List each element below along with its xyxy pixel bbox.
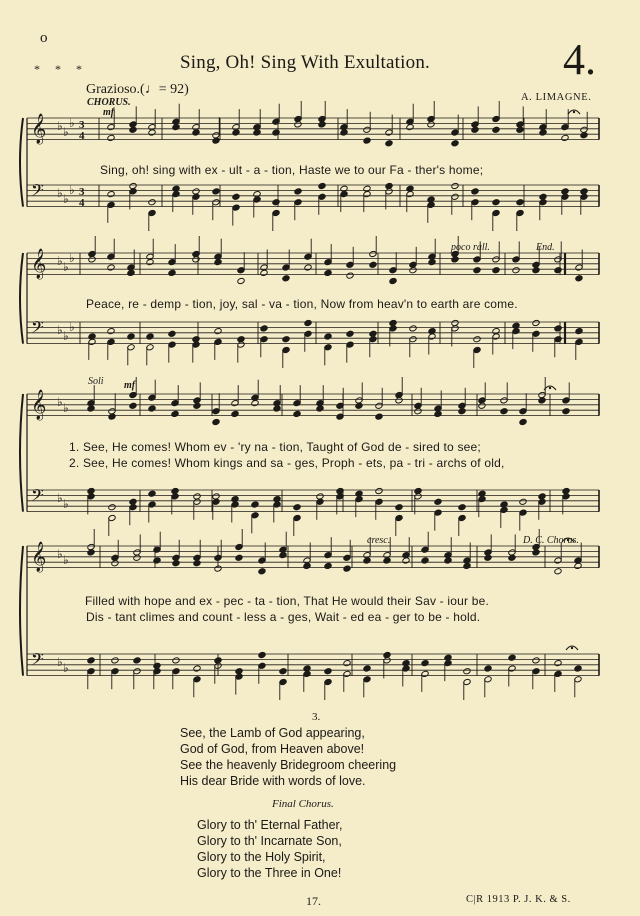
- note-head: [146, 333, 154, 340]
- brace-icon: [20, 546, 23, 676]
- note-head: [406, 124, 414, 131]
- note-head: [214, 259, 222, 266]
- note-head: [279, 668, 287, 675]
- note-head: [171, 410, 179, 417]
- note-head: [532, 267, 540, 274]
- note-head: [427, 121, 435, 128]
- note-head: [519, 498, 527, 505]
- note-head: [324, 668, 332, 675]
- note-head: [516, 199, 524, 206]
- time-signature: 4: [79, 130, 85, 142]
- hymn-number: 4.: [563, 35, 596, 84]
- note-head: [282, 275, 290, 282]
- note-head: [451, 140, 459, 147]
- fermata-dot: [549, 387, 551, 389]
- note-head: [258, 568, 266, 575]
- note-head: [421, 557, 429, 564]
- treble-clef-icon: 𝄞: [31, 542, 47, 572]
- bass-clef-icon: 𝄢: [31, 180, 44, 204]
- flat-icon: ♭: [63, 260, 69, 274]
- page-number: 17.: [306, 894, 321, 908]
- note-head: [235, 554, 243, 561]
- note-head: [516, 126, 524, 133]
- flat-icon: ♭: [63, 329, 69, 343]
- note-head: [324, 333, 332, 340]
- note-head: [471, 188, 479, 195]
- note-head: [133, 657, 141, 664]
- note-head: [318, 121, 326, 128]
- note-head: [107, 191, 115, 198]
- note-head: [260, 325, 268, 332]
- note-head: [444, 557, 452, 564]
- final-chorus-line: Glory to th' Incarnate Son,: [197, 834, 342, 848]
- note-head: [260, 269, 268, 276]
- note-head: [108, 504, 116, 511]
- note-head: [87, 657, 95, 664]
- note-head: [363, 137, 371, 144]
- note-head: [146, 259, 154, 266]
- note-head: [127, 269, 135, 276]
- lyric-line-system4-verse2: Dis - tant climes and count - less a - ges, Wait - ed ea - ger to be - hold.: [86, 610, 481, 624]
- note-head: [172, 657, 180, 664]
- lyric-line-system3-verse2: 2. See, He comes! Whom kings and sa - ges, Proph - ets, pa - tri - archs of old,: [69, 456, 505, 470]
- note-head: [346, 330, 354, 337]
- note-head: [385, 140, 393, 147]
- note-head: [519, 418, 527, 425]
- note-head: [383, 557, 391, 564]
- final-chorus-label: Final Chorus.: [272, 798, 334, 810]
- flat-icon: ♭: [57, 186, 63, 200]
- note-head: [471, 126, 479, 133]
- flat-icon: ♭: [57, 323, 63, 337]
- note-head: [293, 410, 301, 417]
- note-head: [554, 325, 562, 332]
- note-head: [212, 418, 220, 425]
- note-head: [214, 565, 222, 572]
- dc-chorus-marking: D. C. Chorus.: [523, 535, 579, 546]
- dynamic-mf-soli: mf: [124, 380, 136, 391]
- chorus-label: CHORUS.: [87, 97, 131, 108]
- note-head: [473, 267, 481, 274]
- flat-icon: ♭: [63, 401, 69, 415]
- note-head: [168, 330, 176, 337]
- flat-icon: ♭: [63, 661, 69, 675]
- note-head: [192, 129, 200, 136]
- note-head: [129, 126, 137, 133]
- brace-icon: [20, 394, 23, 512]
- note-head: [458, 408, 466, 415]
- note-head: [375, 413, 383, 420]
- note-head: [193, 665, 201, 672]
- note-head: [575, 328, 583, 335]
- note-head: [258, 651, 266, 658]
- note-head: [172, 560, 180, 567]
- time-signature: 3: [79, 186, 85, 198]
- note-head: [232, 129, 240, 136]
- copyright-notice: C|R 1913 P. J. K. & S.: [466, 894, 571, 905]
- note-head: [231, 410, 239, 417]
- note-head: [512, 267, 520, 274]
- note-head: [492, 126, 500, 133]
- final-chorus-line: Glory to the Holy Spirit,: [197, 850, 326, 864]
- note-head: [193, 560, 201, 567]
- note-head: [111, 657, 119, 664]
- note-head: [294, 121, 302, 128]
- note-head: [554, 660, 562, 667]
- note-head: [414, 408, 422, 415]
- note-head: [532, 319, 540, 326]
- brace-icon: [20, 118, 23, 207]
- end-marking: End.: [536, 242, 555, 253]
- lyric-line-system1: Sing, oh! sing with ex - ult - a - tion, Haste we to our Fa - ther's home;: [100, 163, 484, 177]
- note-head: [343, 565, 351, 572]
- flat-icon: ♭: [57, 119, 63, 133]
- fermata-dot: [571, 647, 573, 649]
- note-head: [492, 199, 500, 206]
- lyric-line-system3-verse1: 1. See, He comes! Whom ev - 'ry na - tion, Taught of God de - sired to see;: [69, 440, 481, 454]
- note-head: [107, 328, 115, 335]
- note-head: [111, 560, 119, 567]
- lyric-line-system2: Peace, re - demp - tion, joy, sal - va - tion, Now from heav'n to earth are come.: [86, 297, 518, 311]
- note-head: [304, 264, 312, 271]
- note-head: [273, 405, 281, 412]
- lyric-line-system4-verse1: Filled with hope and ex - pec - ta - tion, That He would their Sav - iour be.: [85, 594, 490, 608]
- brace-icon: [20, 253, 23, 344]
- flat-icon: ♭: [69, 183, 75, 197]
- hymn-title: Sing, Oh! Sing With Exultation.: [180, 52, 430, 73]
- note-head: [253, 129, 261, 136]
- note-head: [484, 554, 492, 561]
- note-head: [153, 557, 161, 564]
- note-head: [318, 182, 326, 189]
- note-head: [451, 256, 459, 263]
- flat-icon: ♭: [69, 320, 75, 334]
- flat-icon: ♭: [57, 254, 63, 268]
- bass-clef-icon: 𝄢: [31, 649, 44, 673]
- note-head: [107, 134, 115, 141]
- note-head: [232, 193, 240, 200]
- note-head: [539, 129, 547, 136]
- note-head: [193, 402, 201, 409]
- dynamic-mf: mf: [103, 107, 115, 118]
- note-head: [129, 402, 137, 409]
- note-head: [127, 333, 135, 340]
- note-head: [402, 557, 410, 564]
- note-head: [375, 487, 383, 494]
- note-head: [324, 562, 332, 569]
- note-head: [251, 501, 259, 508]
- note-head: [272, 129, 280, 136]
- note-head: [478, 402, 486, 409]
- verse-3-line: See the heavenly Bridegroom cheering: [180, 758, 397, 772]
- note-head: [363, 665, 371, 672]
- note-head: [395, 397, 403, 404]
- note-head: [148, 199, 156, 206]
- composer-credit: A. LIMAGNE.: [521, 92, 592, 103]
- note-head: [340, 129, 348, 136]
- note-head: [87, 405, 95, 412]
- note-head: [428, 259, 436, 266]
- note-head: [294, 188, 302, 195]
- fermata-dot: [573, 111, 575, 113]
- note-head: [554, 568, 562, 575]
- corner-mark: o: [40, 30, 48, 46]
- note-head: [575, 275, 583, 282]
- note-head: [574, 562, 582, 569]
- note-head: [279, 552, 287, 559]
- note-head: [107, 264, 115, 271]
- note-head: [316, 405, 324, 412]
- note-head: [463, 668, 471, 675]
- note-head: [172, 124, 180, 131]
- bass-clef-icon: 𝄢: [31, 485, 44, 509]
- note-head: [108, 413, 116, 420]
- note-head: [251, 400, 259, 407]
- tempo-marking: Grazioso.(♩= 92): [86, 82, 189, 97]
- final-chorus-line: Glory to th' Eternal Father,: [197, 818, 343, 832]
- note-head: [355, 402, 363, 409]
- flat-icon: ♭: [63, 192, 69, 206]
- note-head: [336, 413, 344, 420]
- verse-3-number: 3.: [312, 711, 321, 723]
- time-signature: 4: [79, 197, 85, 209]
- cresc-marking: cresc.: [367, 535, 391, 546]
- note-head: [532, 657, 540, 664]
- note-head: [409, 325, 417, 332]
- note-head: [458, 504, 466, 511]
- note-head: [87, 549, 95, 556]
- note-head: [463, 562, 471, 569]
- treble-clef-icon: 𝄞: [31, 249, 47, 279]
- note-head: [346, 272, 354, 279]
- note-head: [492, 267, 500, 274]
- soli-marking: Soli: [88, 376, 104, 387]
- note-head: [409, 267, 417, 274]
- note-head: [434, 410, 442, 417]
- note-head: [88, 256, 96, 263]
- note-head: [389, 277, 397, 284]
- note-head: [343, 660, 351, 667]
- note-head: [192, 256, 200, 263]
- flat-icon: ♭: [57, 655, 63, 669]
- note-head: [148, 129, 156, 136]
- note-head: [508, 654, 516, 661]
- note-head: [538, 397, 546, 404]
- poco-rall-marking: poco rall.: [451, 242, 490, 253]
- note-head: [282, 336, 290, 343]
- note-head: [148, 405, 156, 412]
- flat-icon: ♭: [57, 491, 63, 505]
- note-head: [434, 498, 442, 505]
- note-head: [580, 132, 588, 139]
- flat-icon: ♭: [63, 125, 69, 139]
- flat-icon: ♭: [63, 497, 69, 511]
- time-signature: 3: [79, 119, 85, 131]
- note-head: [212, 137, 220, 144]
- note-head: [293, 504, 301, 511]
- note-head: [214, 328, 222, 335]
- note-head: [532, 549, 540, 556]
- note-head: [324, 269, 332, 276]
- note-head: [304, 319, 312, 326]
- note-head: [561, 134, 569, 141]
- note-head: [133, 554, 141, 561]
- note-head: [369, 261, 377, 268]
- note-head: [508, 554, 516, 561]
- verse-3-line: God of God, from Heaven above!: [180, 742, 365, 756]
- flat-icon: ♭: [63, 553, 69, 567]
- note-head: [500, 408, 508, 415]
- bass-clef-icon: 𝄢: [31, 317, 44, 341]
- note-head: [554, 267, 562, 274]
- note-head: [212, 188, 220, 195]
- stars-ornament: * * *: [34, 62, 88, 76]
- verse-3-line: See, the Lamb of God appearing,: [180, 726, 365, 740]
- flat-icon: ♭: [69, 116, 75, 130]
- note-head: [395, 504, 403, 511]
- flat-icon: ♭: [69, 251, 75, 265]
- note-head: [168, 269, 176, 276]
- note-head: [272, 199, 280, 206]
- flat-icon: ♭: [57, 547, 63, 561]
- treble-clef-icon: 𝄞: [31, 390, 47, 420]
- note-head: [363, 557, 371, 564]
- note-head: [451, 182, 459, 189]
- note-head: [574, 665, 582, 672]
- verse-3-line: His dear Bride with words of love.: [180, 774, 366, 788]
- final-chorus-line: Glory to the Three in One!: [197, 866, 342, 880]
- note-head: [303, 562, 311, 569]
- note-head: [237, 277, 245, 284]
- flat-icon: ♭: [57, 395, 63, 409]
- note-head: [148, 490, 156, 497]
- treble-clef-icon: 𝄞: [31, 114, 47, 144]
- note-head: [484, 665, 492, 672]
- note-head: [473, 336, 481, 343]
- note-head: [562, 408, 570, 415]
- note-head: [421, 660, 429, 667]
